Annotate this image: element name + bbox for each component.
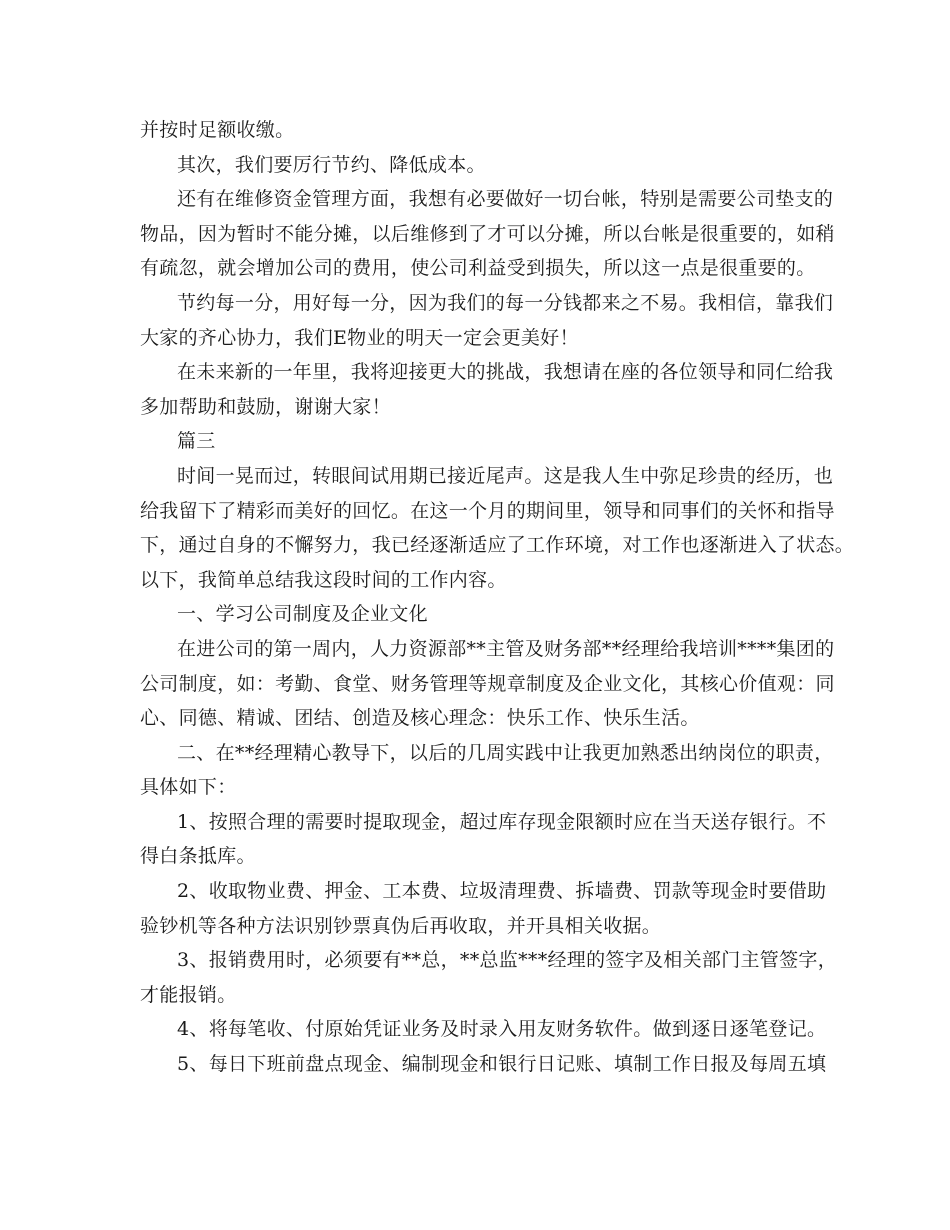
paragraph-line: 在进公司的第一周内，人力资源部**主管及财务部**经理给我培训****集团的	[177, 637, 835, 660]
paragraph-line: 篇三	[177, 430, 216, 453]
paragraph-line: 有疏忽，就会增加公司的费用，使公司利益受到损失，所以这一点是很重要的。	[140, 257, 816, 280]
paragraph-line: 在未来新的一年里，我将迎接更大的挑战，我想请在座的各位领导和同仁给我	[177, 361, 834, 384]
paragraph-line: 一、学习公司制度及企业文化	[177, 603, 428, 626]
paragraph-line: 1、按照合理的需要时提取现金，超过库存现金限额时应在当天送存银行。不	[177, 810, 827, 833]
paragraph-line: 并按时足额收缴。	[140, 119, 295, 141]
paragraph-line: 物品，因为暂时不能分摊，以后维修到了才可以分摊，所以台帐是很重要的，如稍	[140, 222, 835, 245]
paragraph-line: 4、将每笔收、付原始凭证业务及时录入用友财务软件。做到逐日逐笔登记。	[177, 1018, 827, 1041]
paragraph-line: 公司制度，如：考勤、食堂、财务管理等规章制度及企业文化，其核心价值观：同	[140, 672, 835, 695]
paragraph-line: 5、每日下班前盘点现金、编制现金和银行日记账、填制工作日报及每周五填	[177, 1053, 827, 1076]
paragraph-line: 才能报销。	[140, 983, 237, 1006]
paragraph-line: 其次，我们要厉行节约、降低成本。	[177, 153, 486, 176]
paragraph-line: 给我留下了精彩而美好的回忆。在这一个月的期间里，领导和同事们的关怀和指导	[140, 499, 835, 522]
paragraph-line: 大家的齐心协力，我们E物业的明天一定会更美好！	[140, 326, 579, 349]
paragraph-line: 得白条抵库。	[140, 845, 256, 868]
document-body	[140, 113, 855, 1082]
paragraph-line: 具体如下：	[140, 776, 237, 799]
paragraph-line: 还有在维修资金管理方面，我想有必要做好一切台帐，特别是需要公司垫支的	[177, 188, 834, 211]
paragraph-line: 2、收取物业费、押金、工本费、垃圾清理费、拆墙费、罚款等现金时要借助	[177, 880, 827, 903]
paragraph-line: 以下，我简单总结我这段时间的工作内容。	[140, 568, 507, 591]
paragraph-line: 心、同德、精诚、团结、创造及核心理念：快乐工作、快乐生活。	[140, 707, 700, 730]
paragraph-line: 多加帮助和鼓励，谢谢大家！	[140, 395, 391, 418]
paragraph-line: 3、报销费用时，必须要有**总，**总监***经理的签字及相关部门主管签字，	[177, 949, 837, 972]
paragraph-line: 节约每一分，用好每一分，因为我们的每一分钱都来之不易。我相信，靠我们	[177, 291, 834, 314]
paragraph-line: 下，通过自身的不懈努力，我已经逐渐适应了工作环境，对工作也逐渐进入了状态。	[140, 534, 855, 557]
paragraph-line: 二、在**经理精心教导下，以后的几周实践中让我更加熟悉出纳岗位的职责，	[177, 741, 834, 764]
paragraph-line: 验钞机等各种方法识别钞票真伪后再收取，并开具相关收据。	[140, 914, 662, 937]
paragraph-line: 时间一晃而过，转眼间试用期已接近尾声。这是我人生中弥足珍贵的经历，也	[177, 464, 834, 487]
